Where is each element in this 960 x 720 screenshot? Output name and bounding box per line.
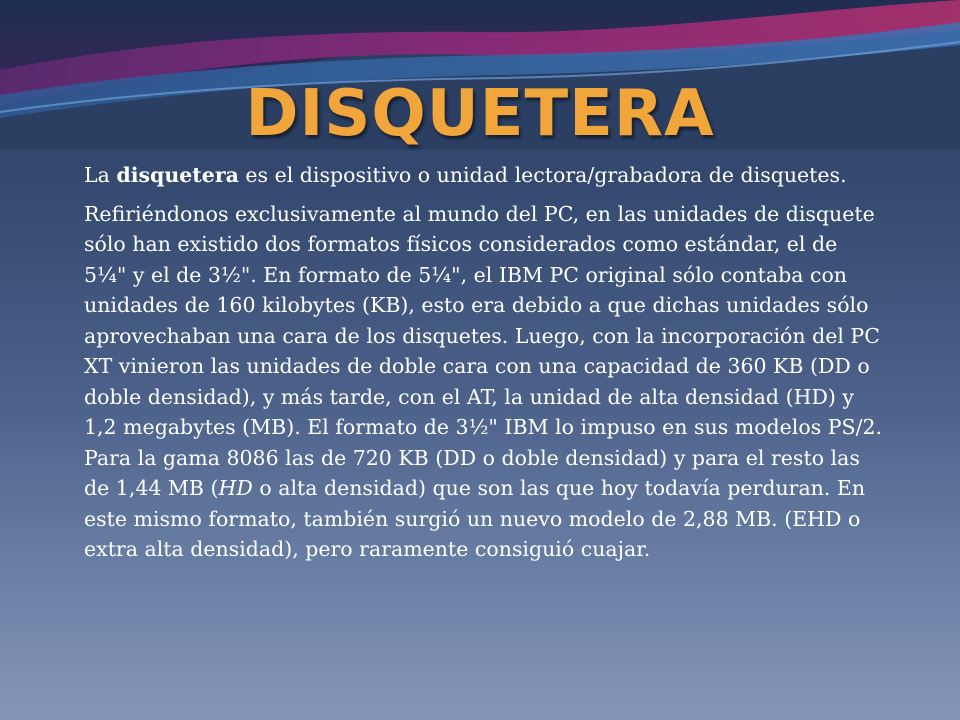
- slide-title: DISQUETERA: [245, 77, 715, 151]
- intro-prefix: La: [84, 163, 117, 187]
- intro-bold-term: disquetera: [116, 163, 239, 187]
- details-text-part2: o alta densidad) que son las que hoy todavía perduran. En este mismo formato, también surgió un nuevo modelo de 2,88 MB. (EHD o extra alta densidad), pero raramente consiguió cuajar.: [84, 476, 866, 561]
- intro-suffix: es el dispositivo o unidad lectora/grabadora de disquetes.: [238, 163, 847, 187]
- details-italic-term: HD: [218, 476, 253, 500]
- details-text-part1: Refiriéndonos exclusivamente al mundo del PC, en las unidades de disquete sólo han existido dos formatos físicos considerados como estándar, el de 5¼" y el de 3½". En formato de 5¼", el IBM PC original sólo contaba con unidades de 160 kilobytes (KB), esto era debido a que dichas unidades sólo aprovechaban una cara de los disquetes. Luego, con la incorporación del PC XT vinieron las unidades de doble cara con una capacidad de 360 KB (DD o doble densidad), y más tarde, con el AT, la unidad de alta densidad (HD) y 1,2 megabytes (MB). El formato de 3½" IBM lo impuso en sus modelos PS/2. Para la gama 8086 las de 720 KB (DD o doble densidad) y para el resto las de 1,44 MB (: [84, 201, 883, 500]
- paragraph-details: [84, 199, 884, 565]
- paragraph-intro: [84, 160, 884, 191]
- slide-body: [84, 160, 884, 573]
